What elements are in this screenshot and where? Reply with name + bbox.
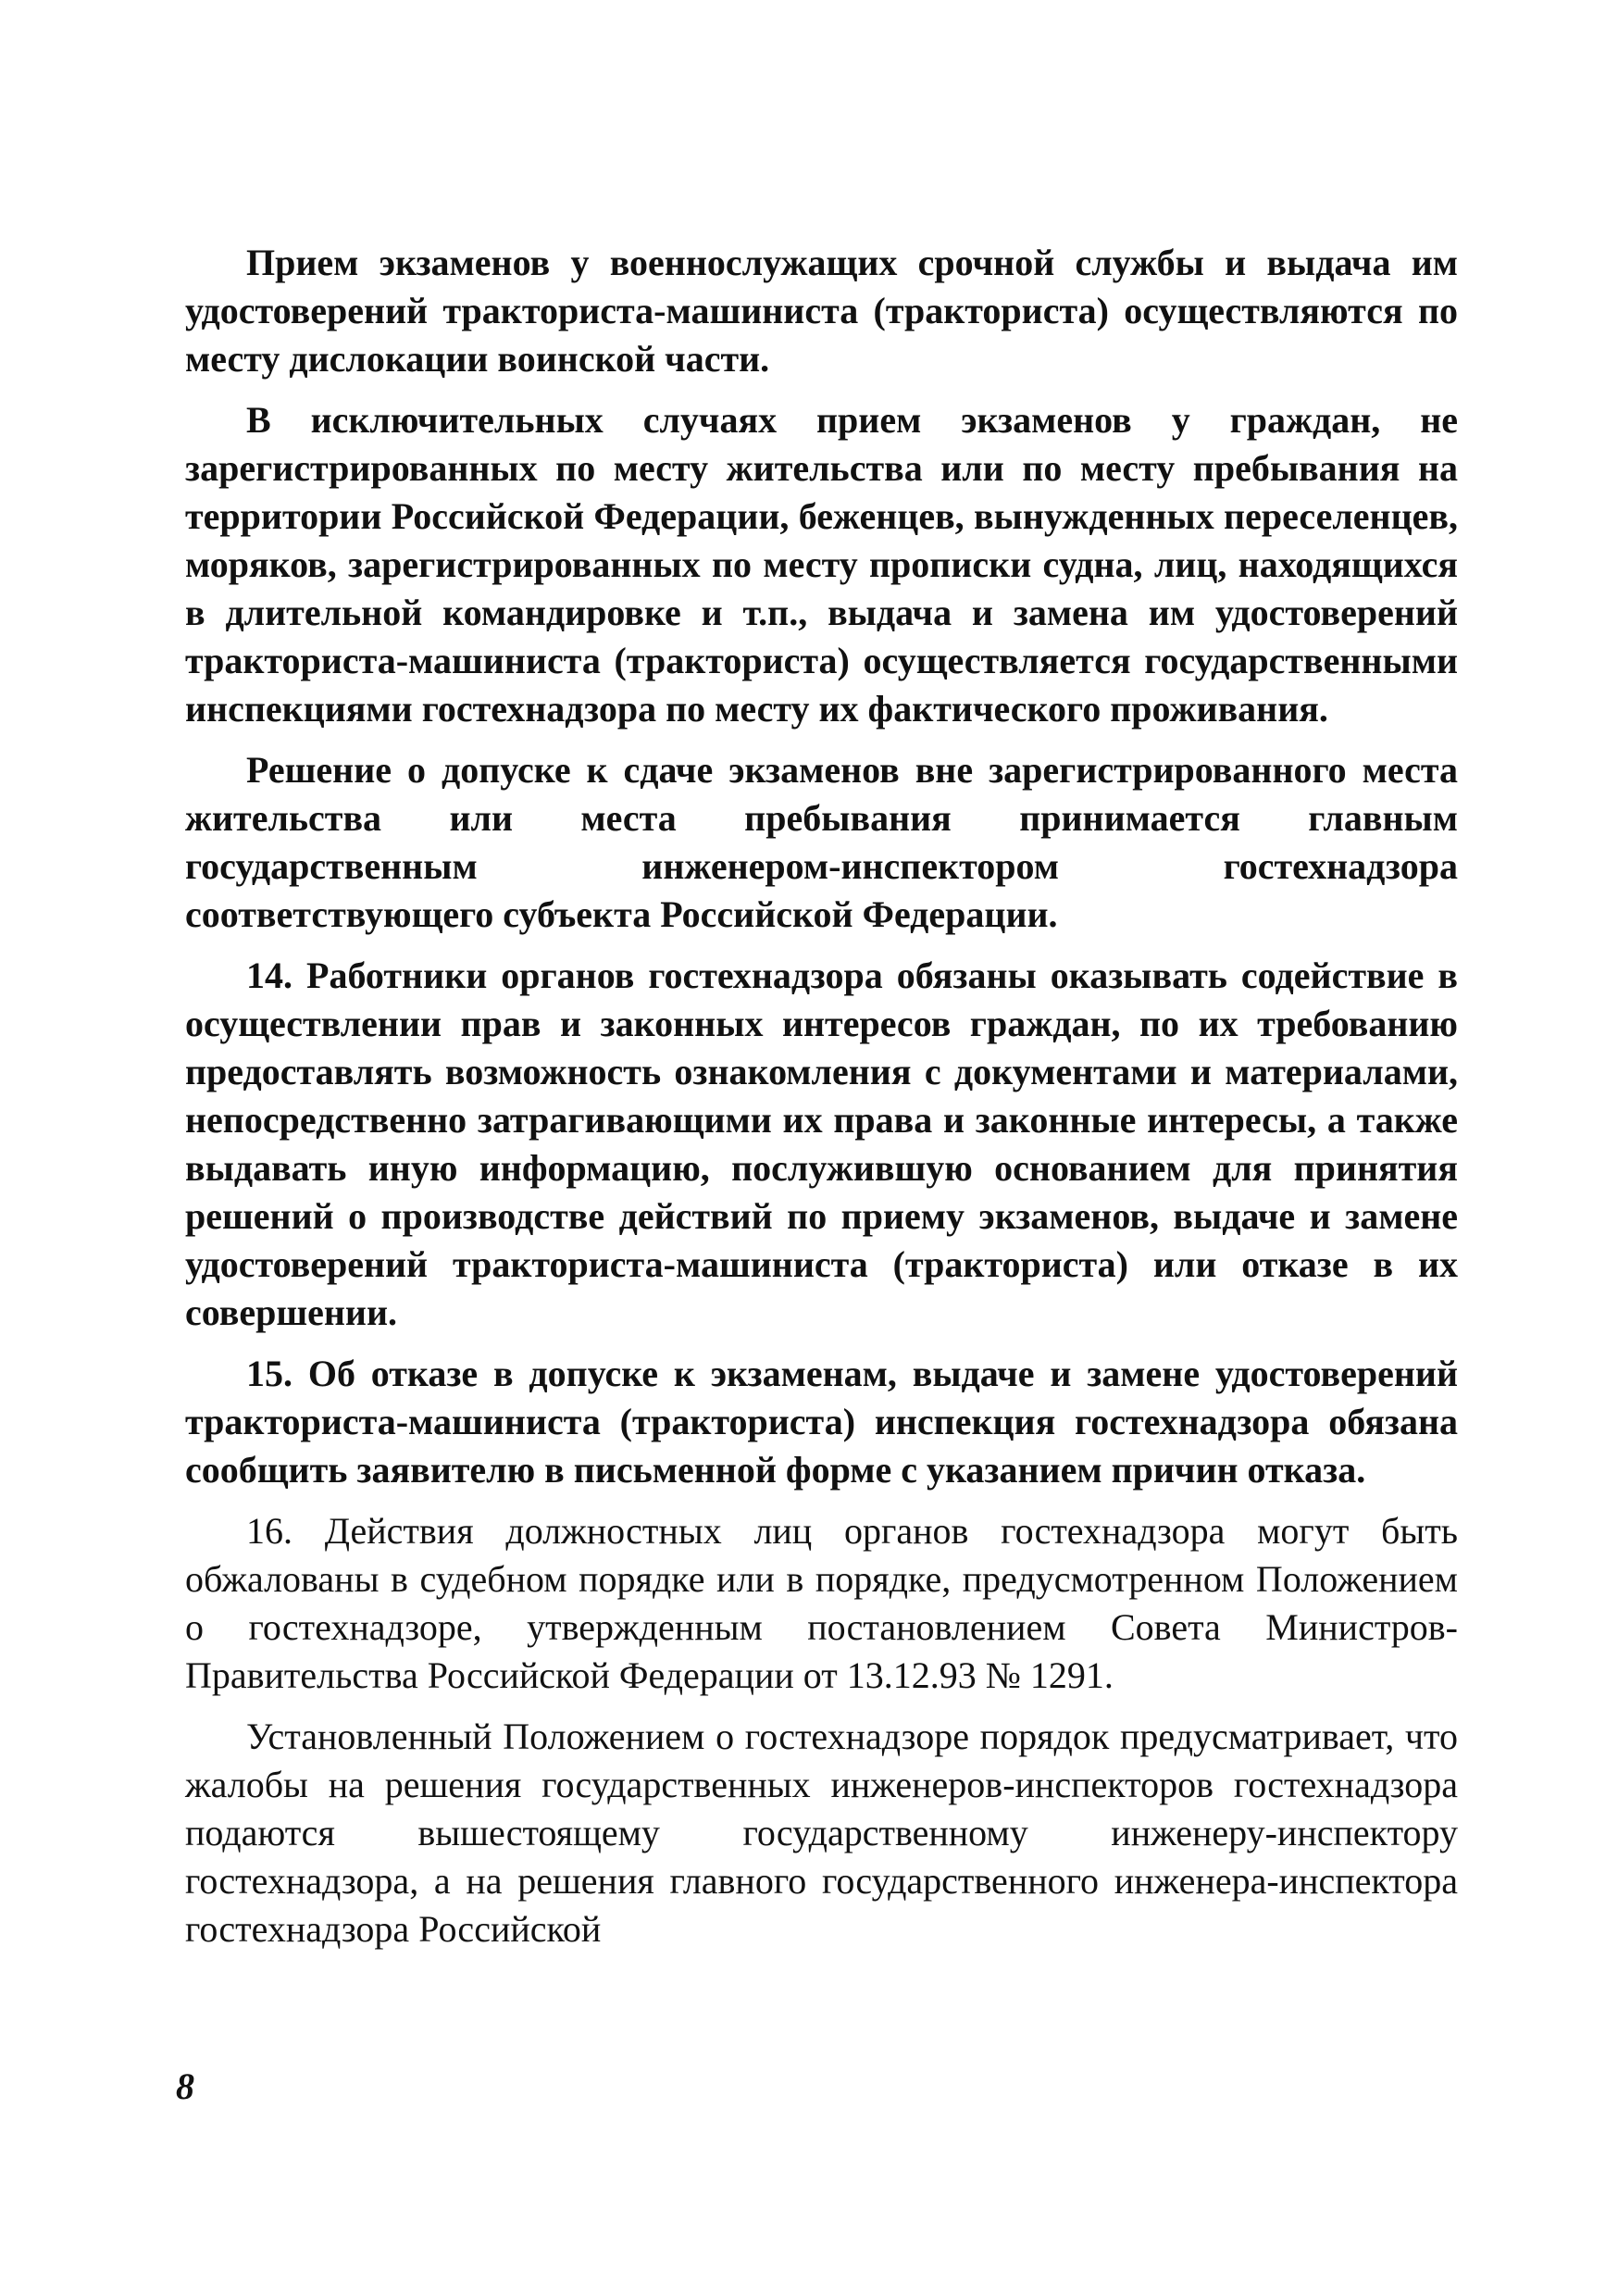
paragraph-section-15: 15. Об отказе в допуске к экзаменам, выдаче и замене удостоверений тракториста-машиниста (тракториста) инспекция гостехнадзора обязана сообщить заявителю в письменной форме с указанием причин отказа. [185, 1353, 1458, 1491]
paragraph-section-16: 16. Действия должностных лиц органов гостехнадзора могут быть обжалованы в судебном порядке или в порядке, предусмотренном Положением о гостехнадзоре, утвержденным постановлением Совета Министров-Правительства Российской Федерации от 13.12.93 № 1291. [185, 1510, 1458, 1696]
paragraph-military-exams: Прием экзаменов у военнослужащих срочной службы и выдача им удостоверений тракториста-машиниста (тракториста) осуществляются по месту дислокации воинской части. [185, 242, 1458, 380]
paragraph-section-14: 14. Работники органов гостехнадзора обязаны оказывать содействие в осуществлении прав и законных интересов граждан, по их требованию предоставлять возможность ознакомления с документами и материалами, непосредственно затрагивающими их права и законные интересы, а также выдавать иную информацию, послужившую основанием для принятия решений о производстве действий по приему экзаменов, выдаче и замене удостоверений тракториста-машиниста (тракториста) или отказе в их совершении. [185, 955, 1458, 1333]
page-number: 8 [176, 2065, 194, 2107]
document-page [185, 239, 1458, 1953]
paragraph-exceptional-cases: В исключительных случаях прием экзаменов у граждан, не зарегистрированных по месту жительства или по месту пребывания на территории Российской Федерации, беженцев, вынужденных переселенцев, моряков, зарегистрированных по месту прописки судна, лиц, находящихся в длительной командировке и т.п., выдача и замена им удостоверений тракториста-машиниста (тракториста) осуществляется государственными инспекциями гостехнадзора по месту их фактического проживания. [185, 399, 1458, 730]
paragraph-appeal-procedure: Установленный Положением о гостехнадзоре порядок предусматривает, что жалобы на решения государственных инженеров-инспекторов гостехнадзора подаются вышестоящему государственному инженеру-инспектору гостехнадзора, а на решения главного государственного инженера-инспектора гостехнадзора Российской [185, 1716, 1458, 1950]
paragraph-admission-decision: Решение о допуске к сдаче экзаменов вне зарегистрированного места жительства или места пребывания принимается главным государственным инженером-инспектором гостехнадзора соответствующего субъекта Российской Федерации. [185, 749, 1458, 935]
